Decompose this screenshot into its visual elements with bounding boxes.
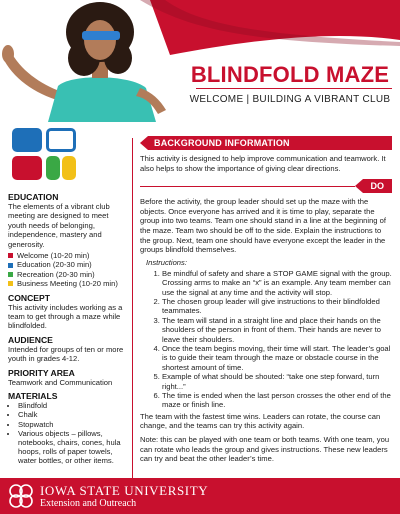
- legend-item: Business Meeting (10-20 min): [8, 279, 126, 288]
- legend-item: Recreation (20-30 min): [8, 270, 126, 279]
- banner-arrow-icon: [140, 136, 148, 150]
- list-item: 3. The team will stand in a straight line and place their hands on the shoulders of the person in front of them. Their hands are never to leave their shoulders.: [162, 316, 392, 344]
- do-banner: [140, 179, 392, 193]
- column-divider: [132, 138, 133, 482]
- list-item: 5. Example of what should be shouted: “take one step forward, turn right...”: [162, 372, 392, 391]
- instructions-label: Instructions:: [146, 257, 187, 267]
- instruction-steps: [140, 269, 392, 410]
- club-elements-logo-icon: [12, 128, 76, 180]
- audience-heading: AUDIENCE: [8, 334, 53, 345]
- background-text: This activity is designed to help improve communication and teamwork. It also helps to show the importance of giving clear directions.: [140, 154, 386, 173]
- concept-heading: CONCEPT: [8, 292, 51, 303]
- yellow-square-icon: [8, 281, 13, 286]
- legend-item: Welcome (10-20 min): [8, 251, 126, 260]
- header: [0, 0, 400, 122]
- meeting-legend: [8, 251, 126, 289]
- footer: [0, 478, 400, 514]
- education-text: The elements of a vibrant club meeting are designed to meet youth needs of belonging, independence, mastery and generosity.: [8, 202, 110, 249]
- banner-arrow-icon: [355, 179, 363, 193]
- extension-name: Extension and Outreach: [40, 498, 137, 509]
- legend-item: Education (20-30 min): [8, 260, 126, 269]
- priority-area-text: Teamwork and Communication: [8, 377, 113, 387]
- list-item: 4. Once the team begins moving, their time will start. The leader’s goal is to guide their team through the maze or obstacle course in the shortest amount of time.: [162, 344, 392, 372]
- list-item: 6. The time is ended when the last person crosses the other end of the maze or finish line.: [162, 391, 392, 410]
- do-rule: [140, 186, 355, 187]
- list-item: 2. The chosen group leader will give instructions to their blindfolded teammates.: [162, 297, 392, 316]
- page-title: BLINDFOLD MAZE: [190, 62, 390, 87]
- education-heading: EDUCATION: [8, 192, 59, 202]
- blindfolded-girl-photo: [0, 0, 180, 122]
- list-item: • Blindfold: [18, 401, 126, 410]
- do-note: Note: this can be played with one team or both teams. With one team, you can rotate who leads the group and gives instructions. These new leaders can try and beat the other leader’s time.: [140, 435, 390, 464]
- do-intro: Before the activity, the group leader should set up the maze with the objects. Once everyone has arrived and it is time to play, separate the group into two teams. Team one should stand in a line at the beginning of the maze. Team two should be off to the side. Explain the instructions to the group. Next, team one should have everyone except the leader in the groups blindfold themselves.: [140, 197, 386, 255]
- 4h-clover-icon: [8, 483, 34, 509]
- list-item: • Chalk: [18, 410, 126, 419]
- list-item: • Various objects – pillows, notebooks, chairs, cones, hula hoops, rolls of paper towels, water bottles, or other items.: [18, 429, 126, 466]
- background-banner: [140, 136, 392, 150]
- materials-heading: MATERIALS: [8, 391, 58, 402]
- materials-list: [8, 401, 126, 465]
- do-heading: DO: [363, 179, 393, 193]
- title-underline: [196, 88, 392, 89]
- list-item: • Stopwatch: [18, 420, 126, 429]
- do-outro: The team with the fastest time wins. Leaders can rotate, the course can change, and the teams can try this activity again.: [140, 411, 381, 431]
- audience-text: Intended for groups of ten or more youth in grades 4-12.: [8, 344, 124, 364]
- concept-text: This activity includes working as a team to get through a maze while blindfolded.: [8, 302, 123, 331]
- list-item: 1. Be mindful of safety and share a STOP GAME signal with the group. Crossing arms to make an “x” is an example. Any team member can use the signal at any time and the activity will stop.: [162, 269, 392, 297]
- main-content: [140, 136, 392, 464]
- priority-area-heading: PRIORITY AREA: [8, 367, 75, 378]
- sidebar: [8, 128, 126, 466]
- background-heading: BACKGROUND INFORMATION: [148, 136, 392, 150]
- university-name: IOWA STATE UNIVERSITY: [40, 483, 209, 498]
- blue-square-icon: [8, 263, 13, 268]
- green-square-icon: [8, 272, 13, 277]
- page-subtitle: WELCOME | BUILDING A VIBRANT CLUB: [189, 94, 391, 105]
- red-square-icon: [8, 253, 13, 258]
